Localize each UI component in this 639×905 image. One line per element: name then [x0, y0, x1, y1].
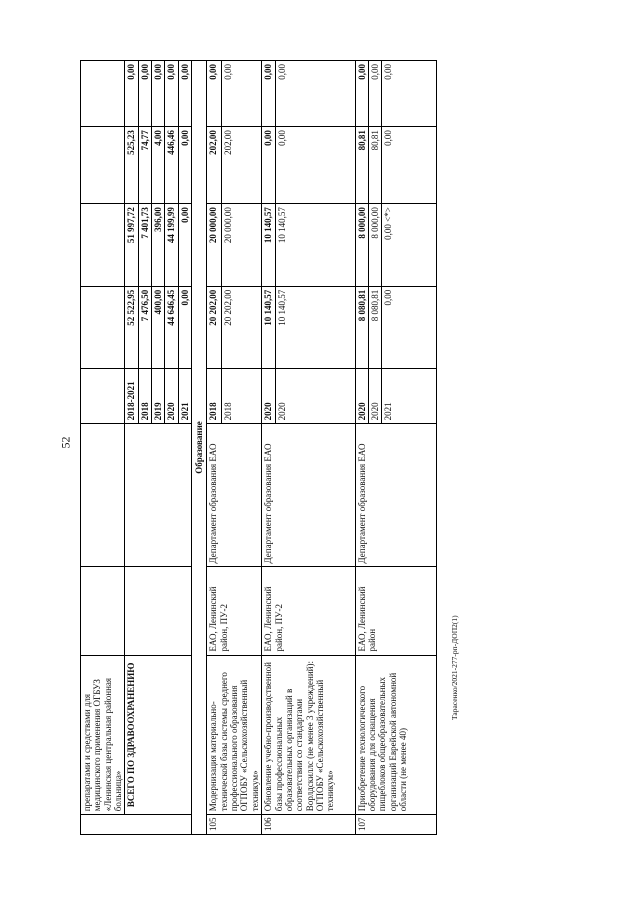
budget-table — [80, 60, 437, 835]
table-row: 107 Приобретение технологического оборудования для оснащения пищеблоков общеобразовательных организаций Еврейской автономной области (не менее 40) ЕАО, Ленинский район Департамент образования ЕАО 2020 8 080,81 8 000,00 80,81 0,00 — [355, 61, 368, 835]
table-row — [81, 61, 125, 835]
values-col-c: 525,23 74,77 4,00 446,46 0,00 — [125, 127, 191, 203]
table-row: 106 Обновление учебно-производственной базы профессиональных образовательных организаций в соответствии со стандартами Ворлдскиллс (не менее 3 учреждений): ОГПОБУ «Сельскохозяйственный техникум» ЕАО, Ленинский район, ПУ-2 Департамент образования ЕАО 2020 10 140,57 10 140,57 0,00 0,00 — [262, 61, 275, 835]
page-number: 52 — [58, 436, 73, 449]
table-row: 2018 20 202,00 20 000,00 202,00 0,00 — [222, 61, 262, 835]
row-executor: Департамент образования ЕАО — [207, 424, 262, 567]
row-executor: Департамент образования ЕАО — [355, 424, 437, 567]
values-col-b: 51 997,72 7 401,73 396,00 44 199,99 0,00 — [125, 204, 191, 286]
table-row: 105 Модернизация материально-технической базы системы среднего профессионального образования ОГПОБУ «Сельскохозяйственный техникум» ЕАО, Ленинский район, ПУ-2 Департамент образования ЕАО 2018 20 202,00 20 000,00 202,00 0,00 — [207, 61, 222, 835]
row-location: ЕАО, Ленинский район — [355, 567, 437, 655]
year-cell: 2019 — [152, 369, 165, 423]
years-list — [125, 369, 191, 423]
values-col-d: 0,00 0,00 0,00 0,00 0,00 — [125, 61, 191, 126]
row-number: 106 — [262, 815, 355, 835]
table-row: 2020 10 140,57 10 140,57 0,00 0,00 — [275, 61, 355, 835]
row-number: 105 — [207, 815, 262, 835]
row-name: Модернизация материально-технической базы системы среднего профессионального образования ОГПОБУ «Сельскохозяйственный техникум» — [207, 655, 262, 815]
row-executor: Департамент образования ЕАО — [262, 424, 355, 567]
row-location: ЕАО, Ленинский район, ПУ-2 — [262, 567, 355, 655]
section-header-row — [192, 61, 207, 835]
footer-doc-id: Тарасенко/2021-277-рп-ДОП2(1) — [450, 615, 459, 720]
row-name: Приобретение технологического оборудования для оснащения пищеблоков общеобразовательных организаций Еврейской автономной области (не менее 40) — [355, 655, 437, 815]
table-row-total — [125, 61, 192, 835]
row-number: 107 — [355, 815, 437, 835]
row-location: ЕАО, Ленинский район, ПУ-2 — [207, 567, 262, 655]
row-name: Обновление учебно-производственной базы профессиональных образовательных организаций в соответствии со стандартами Ворлдскиллс (не менее 3 учреждений): ОГПОБУ «Сельскохозяйственный техникум» — [262, 655, 355, 815]
entry-description: препаратами и средствами для медицинского применения ОГБУЗ «Ленинская центральная районная больница» — [81, 655, 125, 815]
rotated-table-page — [80, 60, 615, 835]
table-row: 2021 0,00 0,00 <*> 0,00 0,00 — [382, 61, 437, 835]
values-col-a: 52 522,95 7 476,50 400,00 44 646,45 0,00 — [125, 287, 191, 369]
table-row: 2020 8 080,81 8 000,00 80,81 0,00 — [368, 61, 381, 835]
total-label: ВСЕГО ПО ЗДРАВООХРАНЕНИЮ — [125, 655, 192, 815]
year-cell: 2018 — [138, 369, 151, 423]
section-title: Образование — [192, 61, 207, 835]
year-cell: 2021 — [179, 402, 190, 421]
year-cell: 2020 — [165, 369, 178, 423]
year-cell: 2018-2021 — [125, 369, 138, 423]
